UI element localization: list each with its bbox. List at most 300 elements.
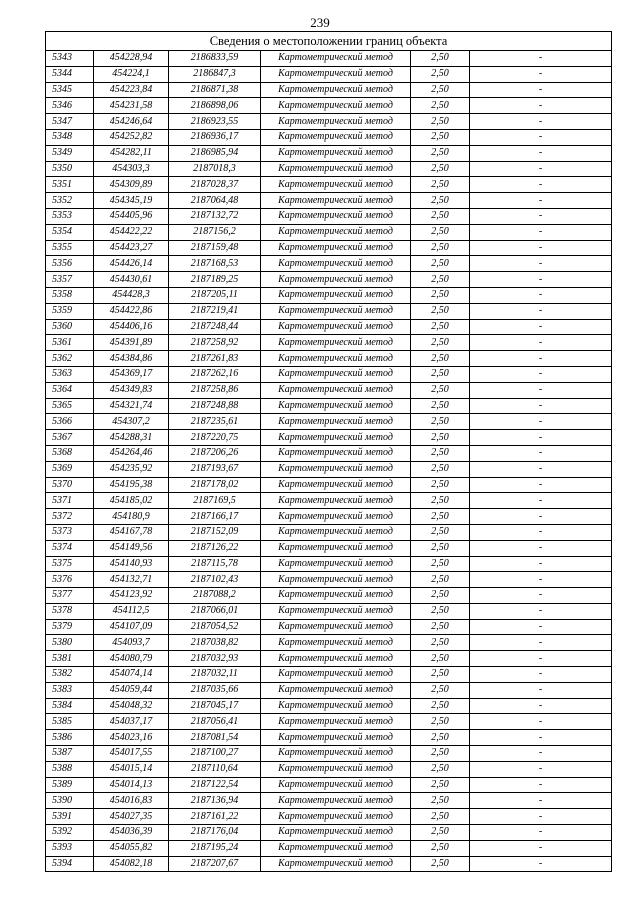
table-row	[46, 366, 612, 382]
x-coordinate-cell: 454195,38	[94, 477, 169, 493]
method-cell: Картометрический метод	[261, 603, 411, 619]
y-coordinate-cell: 2187220,75	[169, 430, 261, 446]
y-coordinate-cell: 2187248,88	[169, 398, 261, 414]
x-coordinate-cell: 454345,19	[94, 193, 169, 209]
y-coordinate-cell: 2186985,94	[169, 145, 261, 161]
y-coordinate-cell: 2187032,93	[169, 651, 261, 667]
y-coordinate-cell: 2187178,02	[169, 477, 261, 493]
y-coordinate-cell: 2187054,52	[169, 619, 261, 635]
method-cell: Картометрический метод	[261, 856, 411, 872]
accuracy-cell: 2,50	[411, 603, 470, 619]
x-coordinate-cell: 454093,7	[94, 635, 169, 651]
table-body	[46, 51, 612, 872]
point-number-cell: 5343	[46, 51, 94, 67]
method-cell: Картометрический метод	[261, 445, 411, 461]
method-cell: Картометрический метод	[261, 461, 411, 477]
table-row	[46, 445, 612, 461]
x-coordinate-cell: 454080,79	[94, 651, 169, 667]
table-row	[46, 714, 612, 730]
note-cell: -	[470, 793, 612, 809]
table-row	[46, 682, 612, 698]
point-number-cell: 5363	[46, 366, 94, 382]
note-cell: -	[470, 398, 612, 414]
method-cell: Картометрический метод	[261, 825, 411, 841]
y-coordinate-cell: 2186936,17	[169, 129, 261, 145]
table-row	[46, 66, 612, 82]
accuracy-cell: 2,50	[411, 730, 470, 746]
table-row	[46, 414, 612, 430]
point-number-cell: 5379	[46, 619, 94, 635]
note-cell: -	[470, 730, 612, 746]
accuracy-cell: 2,50	[411, 382, 470, 398]
table-row	[46, 730, 612, 746]
accuracy-cell: 2,50	[411, 398, 470, 414]
x-coordinate-cell: 454223,84	[94, 82, 169, 98]
accuracy-cell: 2,50	[411, 161, 470, 177]
method-cell: Картометрический метод	[261, 177, 411, 193]
point-number-cell: 5348	[46, 129, 94, 145]
y-coordinate-cell: 2187161,22	[169, 809, 261, 825]
table-row	[46, 240, 612, 256]
note-cell: -	[470, 51, 612, 67]
method-cell: Картометрический метод	[261, 351, 411, 367]
method-cell: Картометрический метод	[261, 572, 411, 588]
note-cell: -	[470, 256, 612, 272]
table-title: Сведения о местоположении границ объекта	[46, 32, 612, 51]
method-cell: Картометрический метод	[261, 682, 411, 698]
accuracy-cell: 2,50	[411, 145, 470, 161]
note-cell: -	[470, 588, 612, 604]
table-row	[46, 82, 612, 98]
accuracy-cell: 2,50	[411, 793, 470, 809]
method-cell: Картометрический метод	[261, 809, 411, 825]
accuracy-cell: 2,50	[411, 193, 470, 209]
note-cell: -	[470, 224, 612, 240]
point-number-cell: 5355	[46, 240, 94, 256]
method-cell: Картометрический метод	[261, 430, 411, 446]
accuracy-cell: 2,50	[411, 635, 470, 651]
accuracy-cell: 2,50	[411, 430, 470, 446]
accuracy-cell: 2,50	[411, 493, 470, 509]
table-row	[46, 493, 612, 509]
accuracy-cell: 2,50	[411, 840, 470, 856]
note-cell: -	[470, 335, 612, 351]
accuracy-cell: 2,50	[411, 366, 470, 382]
accuracy-cell: 2,50	[411, 224, 470, 240]
point-number-cell: 5356	[46, 256, 94, 272]
point-number-cell: 5354	[46, 224, 94, 240]
y-coordinate-cell: 2187219,41	[169, 303, 261, 319]
y-coordinate-cell: 2187126,22	[169, 540, 261, 556]
accuracy-cell: 2,50	[411, 856, 470, 872]
table-row	[46, 303, 612, 319]
accuracy-cell: 2,50	[411, 240, 470, 256]
method-cell: Картометрический метод	[261, 777, 411, 793]
point-number-cell: 5358	[46, 287, 94, 303]
accuracy-cell: 2,50	[411, 761, 470, 777]
y-coordinate-cell: 2187205,11	[169, 287, 261, 303]
note-cell: -	[470, 746, 612, 762]
y-coordinate-cell: 2187206,26	[169, 445, 261, 461]
accuracy-cell: 2,50	[411, 651, 470, 667]
method-cell: Картометрический метод	[261, 698, 411, 714]
x-coordinate-cell: 454252,82	[94, 129, 169, 145]
table-row	[46, 619, 612, 635]
method-cell: Картометрический метод	[261, 493, 411, 509]
accuracy-cell: 2,50	[411, 572, 470, 588]
table-row	[46, 746, 612, 762]
y-coordinate-cell: 2187195,24	[169, 840, 261, 856]
point-number-cell: 5376	[46, 572, 94, 588]
method-cell: Картометрический метод	[261, 509, 411, 525]
method-cell: Картометрический метод	[261, 114, 411, 130]
accuracy-cell: 2,50	[411, 524, 470, 540]
point-number-cell: 5392	[46, 825, 94, 841]
x-coordinate-cell: 454055,82	[94, 840, 169, 856]
method-cell: Картометрический метод	[261, 319, 411, 335]
y-coordinate-cell: 2187152,09	[169, 524, 261, 540]
note-cell: -	[470, 129, 612, 145]
note-cell: -	[470, 698, 612, 714]
x-coordinate-cell: 454224,1	[94, 66, 169, 82]
y-coordinate-cell: 2187018,3	[169, 161, 261, 177]
point-number-cell: 5388	[46, 761, 94, 777]
x-coordinate-cell: 454422,86	[94, 303, 169, 319]
accuracy-cell: 2,50	[411, 540, 470, 556]
table-row	[46, 761, 612, 777]
method-cell: Картометрический метод	[261, 366, 411, 382]
x-coordinate-cell: 454149,56	[94, 540, 169, 556]
x-coordinate-cell: 454349,83	[94, 382, 169, 398]
y-coordinate-cell: 2187028,37	[169, 177, 261, 193]
accuracy-cell: 2,50	[411, 66, 470, 82]
table-row	[46, 51, 612, 67]
note-cell: -	[470, 619, 612, 635]
note-cell: -	[470, 840, 612, 856]
method-cell: Картометрический метод	[261, 303, 411, 319]
table-row	[46, 256, 612, 272]
method-cell: Картометрический метод	[261, 272, 411, 288]
method-cell: Картометрический метод	[261, 840, 411, 856]
method-cell: Картометрический метод	[261, 129, 411, 145]
note-cell: -	[470, 240, 612, 256]
method-cell: Картометрический метод	[261, 667, 411, 683]
method-cell: Картометрический метод	[261, 145, 411, 161]
note-cell: -	[470, 856, 612, 872]
note-cell: -	[470, 603, 612, 619]
y-coordinate-cell: 2187136,94	[169, 793, 261, 809]
table-row	[46, 667, 612, 683]
y-coordinate-cell: 2187064,48	[169, 193, 261, 209]
point-number-cell: 5346	[46, 98, 94, 114]
note-cell: -	[470, 540, 612, 556]
accuracy-cell: 2,50	[411, 825, 470, 841]
accuracy-cell: 2,50	[411, 208, 470, 224]
x-coordinate-cell: 454321,74	[94, 398, 169, 414]
note-cell: -	[470, 145, 612, 161]
point-number-cell: 5361	[46, 335, 94, 351]
method-cell: Картометрический метод	[261, 651, 411, 667]
y-coordinate-cell: 2186923,55	[169, 114, 261, 130]
note-cell: -	[470, 809, 612, 825]
note-cell: -	[470, 556, 612, 572]
x-coordinate-cell: 454228,94	[94, 51, 169, 67]
table-row	[46, 319, 612, 335]
accuracy-cell: 2,50	[411, 129, 470, 145]
method-cell: Картометрический метод	[261, 619, 411, 635]
y-coordinate-cell: 2187100,27	[169, 746, 261, 762]
accuracy-cell: 2,50	[411, 177, 470, 193]
accuracy-cell: 2,50	[411, 319, 470, 335]
method-cell: Картометрический метод	[261, 193, 411, 209]
method-cell: Картометрический метод	[261, 256, 411, 272]
y-coordinate-cell: 2187056,41	[169, 714, 261, 730]
x-coordinate-cell: 454282,11	[94, 145, 169, 161]
x-coordinate-cell: 454369,17	[94, 366, 169, 382]
note-cell: -	[470, 777, 612, 793]
table-row	[46, 572, 612, 588]
x-coordinate-cell: 454422,22	[94, 224, 169, 240]
y-coordinate-cell: 2187207,67	[169, 856, 261, 872]
table-row	[46, 430, 612, 446]
x-coordinate-cell: 454384,86	[94, 351, 169, 367]
method-cell: Картометрический метод	[261, 208, 411, 224]
y-coordinate-cell: 2187122,54	[169, 777, 261, 793]
note-cell: -	[470, 82, 612, 98]
note-cell: -	[470, 445, 612, 461]
table-row	[46, 224, 612, 240]
y-coordinate-cell: 2187189,25	[169, 272, 261, 288]
point-number-cell: 5393	[46, 840, 94, 856]
y-coordinate-cell: 2187235,61	[169, 414, 261, 430]
accuracy-cell: 2,50	[411, 588, 470, 604]
y-coordinate-cell: 2187110,64	[169, 761, 261, 777]
table-row	[46, 161, 612, 177]
accuracy-cell: 2,50	[411, 461, 470, 477]
method-cell: Картометрический метод	[261, 51, 411, 67]
note-cell: -	[470, 825, 612, 841]
x-coordinate-cell: 454023,16	[94, 730, 169, 746]
table-row	[46, 509, 612, 525]
point-number-cell: 5344	[46, 66, 94, 82]
table-row	[46, 461, 612, 477]
note-cell: -	[470, 714, 612, 730]
table-row	[46, 193, 612, 209]
accuracy-cell: 2,50	[411, 445, 470, 461]
y-coordinate-cell: 2187038,82	[169, 635, 261, 651]
table-row	[46, 287, 612, 303]
y-coordinate-cell: 2187115,78	[169, 556, 261, 572]
method-cell: Картометрический метод	[261, 335, 411, 351]
y-coordinate-cell: 2187169,5	[169, 493, 261, 509]
x-coordinate-cell: 454167,78	[94, 524, 169, 540]
x-coordinate-cell: 454405,96	[94, 208, 169, 224]
table-row	[46, 524, 612, 540]
point-number-cell: 5380	[46, 635, 94, 651]
table-row	[46, 588, 612, 604]
point-number-cell: 5350	[46, 161, 94, 177]
note-cell: -	[470, 651, 612, 667]
table-row	[46, 98, 612, 114]
point-number-cell: 5391	[46, 809, 94, 825]
method-cell: Картометрический метод	[261, 588, 411, 604]
accuracy-cell: 2,50	[411, 667, 470, 683]
method-cell: Картометрический метод	[261, 240, 411, 256]
note-cell: -	[470, 319, 612, 335]
point-number-cell: 5369	[46, 461, 94, 477]
x-coordinate-cell: 454107,09	[94, 619, 169, 635]
point-number-cell: 5382	[46, 667, 94, 683]
x-coordinate-cell: 454059,44	[94, 682, 169, 698]
x-coordinate-cell: 454391,89	[94, 335, 169, 351]
table-row	[46, 603, 612, 619]
x-coordinate-cell: 454112,5	[94, 603, 169, 619]
accuracy-cell: 2,50	[411, 114, 470, 130]
table-row	[46, 840, 612, 856]
point-number-cell: 5351	[46, 177, 94, 193]
x-coordinate-cell: 454037,17	[94, 714, 169, 730]
method-cell: Картометрический метод	[261, 66, 411, 82]
method-cell: Картометрический метод	[261, 761, 411, 777]
point-number-cell: 5374	[46, 540, 94, 556]
table-row	[46, 335, 612, 351]
table-row	[46, 777, 612, 793]
y-coordinate-cell: 2187168,53	[169, 256, 261, 272]
y-coordinate-cell: 2187176,04	[169, 825, 261, 841]
y-coordinate-cell: 2186871,38	[169, 82, 261, 98]
method-cell: Картометрический метод	[261, 524, 411, 540]
table-row	[46, 208, 612, 224]
method-cell: Картометрический метод	[261, 556, 411, 572]
accuracy-cell: 2,50	[411, 82, 470, 98]
page-number: 239	[310, 15, 330, 30]
point-number-cell: 5345	[46, 82, 94, 98]
method-cell: Картометрический метод	[261, 793, 411, 809]
accuracy-cell: 2,50	[411, 746, 470, 762]
point-number-cell: 5371	[46, 493, 94, 509]
point-number-cell: 5352	[46, 193, 94, 209]
y-coordinate-cell: 2187262,16	[169, 366, 261, 382]
x-coordinate-cell: 454235,92	[94, 461, 169, 477]
table-row	[46, 635, 612, 651]
note-cell: -	[470, 351, 612, 367]
x-coordinate-cell: 454288,31	[94, 430, 169, 446]
y-coordinate-cell: 2187132,72	[169, 208, 261, 224]
note-cell: -	[470, 287, 612, 303]
y-coordinate-cell: 2187261,83	[169, 351, 261, 367]
note-cell: -	[470, 414, 612, 430]
accuracy-cell: 2,50	[411, 287, 470, 303]
method-cell: Картометрический метод	[261, 398, 411, 414]
note-cell: -	[470, 98, 612, 114]
table-row	[46, 825, 612, 841]
x-coordinate-cell: 454264,46	[94, 445, 169, 461]
y-coordinate-cell: 2187081,54	[169, 730, 261, 746]
note-cell: -	[470, 509, 612, 525]
x-coordinate-cell: 454426,14	[94, 256, 169, 272]
method-cell: Картометрический метод	[261, 82, 411, 98]
x-coordinate-cell: 454015,14	[94, 761, 169, 777]
x-coordinate-cell: 454140,93	[94, 556, 169, 572]
x-coordinate-cell: 454074,14	[94, 667, 169, 683]
table-row	[46, 129, 612, 145]
table-row	[46, 651, 612, 667]
x-coordinate-cell: 454303,3	[94, 161, 169, 177]
accuracy-cell: 2,50	[411, 698, 470, 714]
note-cell: -	[470, 461, 612, 477]
table-row	[46, 809, 612, 825]
method-cell: Картометрический метод	[261, 714, 411, 730]
method-cell: Картометрический метод	[261, 287, 411, 303]
point-number-cell: 5387	[46, 746, 94, 762]
point-number-cell: 5375	[46, 556, 94, 572]
table-row	[46, 793, 612, 809]
x-coordinate-cell: 454423,27	[94, 240, 169, 256]
y-coordinate-cell: 2187258,92	[169, 335, 261, 351]
note-cell: -	[470, 177, 612, 193]
note-cell: -	[470, 193, 612, 209]
method-cell: Картометрический метод	[261, 414, 411, 430]
accuracy-cell: 2,50	[411, 414, 470, 430]
point-number-cell: 5386	[46, 730, 94, 746]
note-cell: -	[470, 366, 612, 382]
x-coordinate-cell: 454246,64	[94, 114, 169, 130]
y-coordinate-cell: 2186847,3	[169, 66, 261, 82]
point-number-cell: 5373	[46, 524, 94, 540]
point-number-cell: 5368	[46, 445, 94, 461]
point-number-cell: 5349	[46, 145, 94, 161]
table-row	[46, 145, 612, 161]
table-row	[46, 698, 612, 714]
x-coordinate-cell: 454132,71	[94, 572, 169, 588]
method-cell: Картометрический метод	[261, 224, 411, 240]
accuracy-cell: 2,50	[411, 809, 470, 825]
table-row	[46, 114, 612, 130]
accuracy-cell: 2,50	[411, 303, 470, 319]
x-coordinate-cell: 454231,58	[94, 98, 169, 114]
y-coordinate-cell: 2187035,66	[169, 682, 261, 698]
note-cell: -	[470, 682, 612, 698]
point-number-cell: 5390	[46, 793, 94, 809]
y-coordinate-cell: 2187156,2	[169, 224, 261, 240]
point-number-cell: 5362	[46, 351, 94, 367]
method-cell: Картометрический метод	[261, 98, 411, 114]
method-cell: Картометрический метод	[261, 382, 411, 398]
x-coordinate-cell: 454123,92	[94, 588, 169, 604]
note-cell: -	[470, 382, 612, 398]
point-number-cell: 5360	[46, 319, 94, 335]
method-cell: Картометрический метод	[261, 161, 411, 177]
x-coordinate-cell: 454017,55	[94, 746, 169, 762]
y-coordinate-cell: 2187066,01	[169, 603, 261, 619]
y-coordinate-cell: 2186898,06	[169, 98, 261, 114]
y-coordinate-cell: 2187258,86	[169, 382, 261, 398]
accuracy-cell: 2,50	[411, 682, 470, 698]
y-coordinate-cell: 2187159,48	[169, 240, 261, 256]
accuracy-cell: 2,50	[411, 98, 470, 114]
point-number-cell: 5384	[46, 698, 94, 714]
accuracy-cell: 2,50	[411, 256, 470, 272]
note-cell: -	[470, 572, 612, 588]
note-cell: -	[470, 761, 612, 777]
point-number-cell: 5385	[46, 714, 94, 730]
note-cell: -	[470, 303, 612, 319]
note-cell: -	[470, 667, 612, 683]
table-row	[46, 556, 612, 572]
note-cell: -	[470, 66, 612, 82]
note-cell: -	[470, 524, 612, 540]
point-number-cell: 5377	[46, 588, 94, 604]
